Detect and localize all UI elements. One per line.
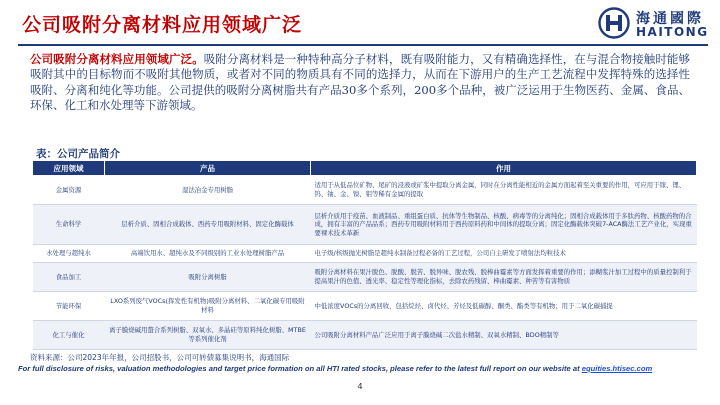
table-row [33, 320, 697, 349]
cell-product: 湿法冶金专用树脂 [105, 176, 311, 205]
cell-product: 层析介质、固相合成载体、西药专用吸附材料、固定化酶载体 [105, 205, 311, 245]
cell-field: 生命科学 [33, 205, 105, 245]
disclaimer [18, 364, 708, 373]
cell-role: 吸附分离材料在果汁脱色、脱酸、脱苦、脱异味、脱农残、脱棒曲霉素等方面发挥着重要的作用；添糊浆汁加工过程中的质量控制利于提高果汁的色值、透光率、稳定性等理化指标，去除农药残留、棒曲霉素、种苦等有害物质 [311, 262, 697, 291]
cell-product: 吸附分离树脂 [105, 262, 311, 291]
cell-field: 金属资源 [33, 176, 105, 205]
cell-field: 节能环保 [33, 291, 105, 320]
header-divider [18, 44, 708, 46]
cell-product: 高端饮用水、超纯水及不同级别的工业水处理树脂产品 [105, 245, 311, 263]
logo-chinese-text: 海通國際 [636, 11, 704, 27]
header-role: 作用 [311, 161, 697, 176]
intro-body: 吸附分离材料是一种特种高分子材料，既有吸附能力，又有精确选择性，在与混合物接触时能够吸附其中的目标物而不吸附其他物质，或者对不同的物质具有不同的选择力，从而在下游用户的生产工艺流程中发挥特殊的选择性吸附、分离和纯化等功能。公司提供的吸附分离树脂共有产品30多个系列，200多个品种，被广泛运用于生物医药、金属、食品、环保、化工和水处理等下游领域。 [30, 52, 691, 113]
table-row [33, 245, 697, 263]
table-header-row [33, 161, 697, 176]
table-title: 表：公司产品简介 [36, 148, 120, 160]
logo-english-text: HAITONG [636, 25, 709, 39]
cell-role: 公司吸附分离材料产品广泛应用于离子膜烧碱二次盐水精制、双氧水精制、BDO精制等 [311, 320, 697, 349]
intro-paragraph [30, 52, 690, 114]
page-number: 4 [357, 382, 363, 391]
product-table [32, 160, 697, 350]
header-field: 应用领域 [33, 161, 105, 176]
website-link[interactable]: equities.htisec.com [581, 364, 653, 373]
haitong-logo-icon [598, 7, 630, 39]
table-row [33, 176, 697, 205]
haitong-logo [598, 6, 716, 40]
page-title: 公司吸附分离材料应用领域广泛 [22, 14, 303, 36]
source-note: 资料来源：公司2023年年报，公司招股书，公司可转债募集说明书，海通国际 [30, 353, 290, 362]
cell-role: 中低浓度VOCs的分离回收，包括烷烃、卤代烃、芳烃及低碳醇、酮类、酯类等有机物；用于二氧化碳捕捉 [311, 291, 697, 320]
cell-role: 层析介质用于疫苗、血液制品、重组蛋白质、抗体等生物制品、核酸、病毒等的分离纯化；固相合成载体用于多肽药物、核酸药物的合成，拥有丰富的产品品系；西药专用吸附材料用于西药原料药和中间体的提取分离；固定化酶载体突破7-ACA酶法工艺产业化，实现重要裸术技术革新 [311, 205, 697, 245]
cell-field: 水处理与超纯水 [33, 245, 105, 263]
table-row [33, 262, 697, 291]
cell-product: LXO系列废气VOCs(挥发性有机物)吸附分离材料、二氧化碳专用吸附材料 [105, 291, 311, 320]
disclaimer-text: For full disclosure of risks, valuation methodologies and target price formation on all HTI rated stocks, please refer to the latest full report on our website at [18, 364, 582, 373]
cell-role: 适用于从低品位矿物、尾矿的浸液或矿浆中提取分离金属，同时在分离性能相近的金属方面起着至关重要的作用，可应用于镓、锂、钨、铀、金、镍、钼等稀有金属的提取 [311, 176, 697, 205]
cell-field: 食品加工 [33, 262, 105, 291]
cell-field: 化工与催化 [33, 320, 105, 349]
header-product: 产品 [105, 161, 311, 176]
cell-product: 离子膜烧碱用螯合系列树脂、双氧水、多晶硅等原料纯化树脂、MTBE等系列催化剂 [105, 320, 311, 349]
cell-role: 电子级/核级抛光树脂是超纯水制备过程必备的工艺过程，公司自主研发了喷射法均粒技术 [311, 245, 697, 263]
table-row [33, 291, 697, 320]
intro-lead: 公司吸附分离材料应用领域广泛。 [30, 52, 204, 66]
table-row [33, 205, 697, 245]
